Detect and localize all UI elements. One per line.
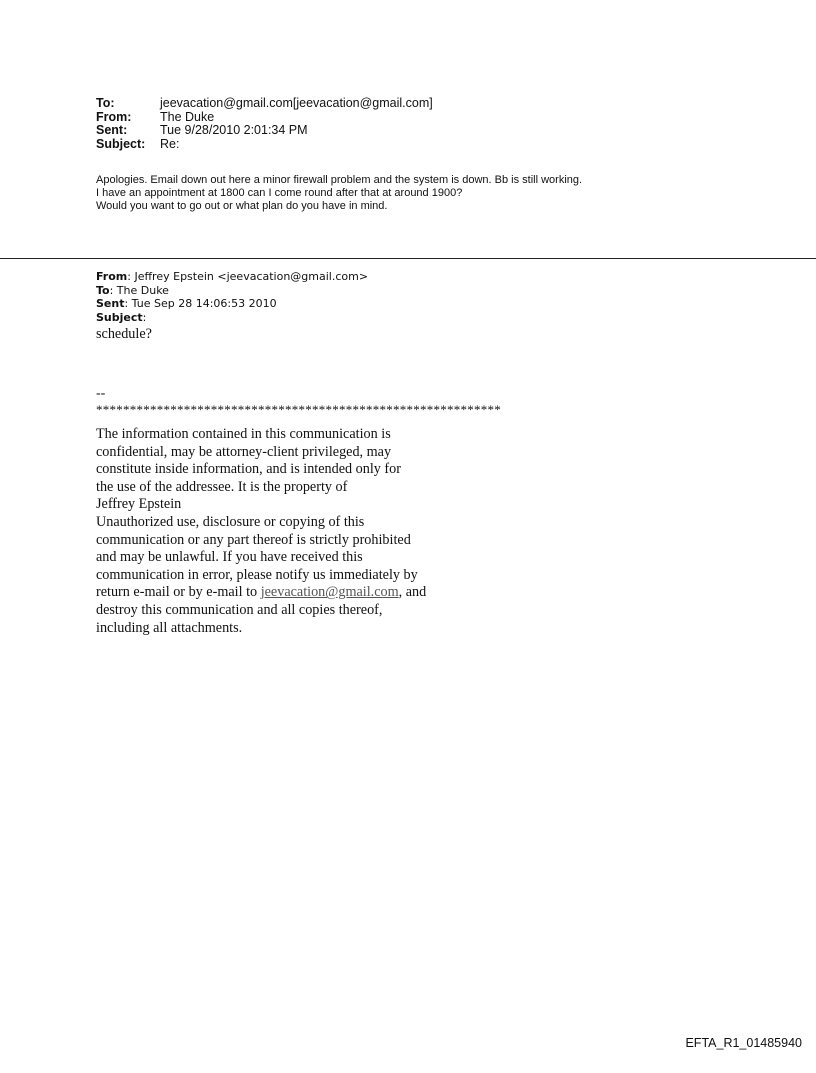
document-id: EFTA_R1_01485940 [685,1036,802,1050]
to-label: To: [96,96,115,110]
return-line-suffix: , and [398,584,427,601]
reply-email-header [96,97,433,151]
disclaimer-line: Jeffrey Epstein [96,496,182,513]
signature-stars: ************************************************************ [96,402,501,417]
quoted-subject-value: : [142,310,147,324]
reply-body-line: Would you want to go out or what plan do you have in mind. [96,200,388,213]
email-link[interactable]: jeevacation@gmail.com [260,584,399,601]
from-value: The Duke [160,109,215,124]
subject-row [96,138,433,152]
quoted-from-label: From [96,270,128,283]
quoted-sent-value: : Tue Sep 28 14:06:53 2010 [124,297,277,311]
from-label: From: [96,109,132,124]
reply-body-line: I have an appointment at 1800 can I come round after that at around 1900? [96,187,463,200]
disclaimer-line: communication in error, please notify us immediately by [96,566,418,583]
disclaimer-line: including all attachments. [96,619,243,636]
quoted-subject-label: Subject [96,310,143,324]
to-value: jeevacation@gmail.com[jeevacation@gmail.com] [160,96,433,110]
disclaimer-line: communication or any part thereof is strictly prohibited [96,531,411,548]
quoted-to-label: To [96,283,110,297]
disclaimer-line: destroy this communication and all copies thereof, [96,601,383,618]
disclaimer-line: the use of the addressee. It is the property of [96,478,348,495]
quoted-from-value: : Jeffrey Epstein <jeevacation@gmail.com> [127,270,369,283]
to-row [96,97,433,111]
confidentiality-disclaimer [96,426,426,637]
quoted-to-row [96,284,368,298]
quoted-body: schedule? [96,326,152,342]
message-divider [0,258,816,259]
reply-body [96,174,582,214]
disclaimer-line-with-link [96,584,426,602]
quoted-email-header [96,270,368,324]
quoted-to-value: : The Duke [109,283,169,297]
disclaimer-line: and may be unlawful. If you have received this [96,549,363,566]
reply-body-line: Apologies. Email down out here a minor firewall problem and the system is down. Bb is still working. [96,174,583,186]
disclaimer-line: constitute inside information, and is intended only for [96,461,401,478]
disclaimer-line: Unauthorized use, disclosure or copying of this [96,513,365,530]
disclaimer-line: The information contained in this communication is [96,426,391,442]
sent-row [96,124,433,138]
sent-value: Tue 9/28/2010 2:01:34 PM [160,123,308,138]
quoted-sent-label: Sent [96,297,125,311]
quoted-subject-row [96,311,368,325]
subject-value: Re: [160,136,180,151]
signature-dashes: -- [96,386,106,401]
disclaimer-line: confidential, may be attorney-client privileged, may [96,443,392,460]
return-line-prefix: return e-mail or by e-mail to [96,584,261,601]
quoted-sent-row [96,297,368,311]
sent-label: Sent: [96,123,128,138]
subject-label: Subject: [96,136,146,151]
quoted-from-row [96,270,368,284]
from-row [96,111,433,125]
